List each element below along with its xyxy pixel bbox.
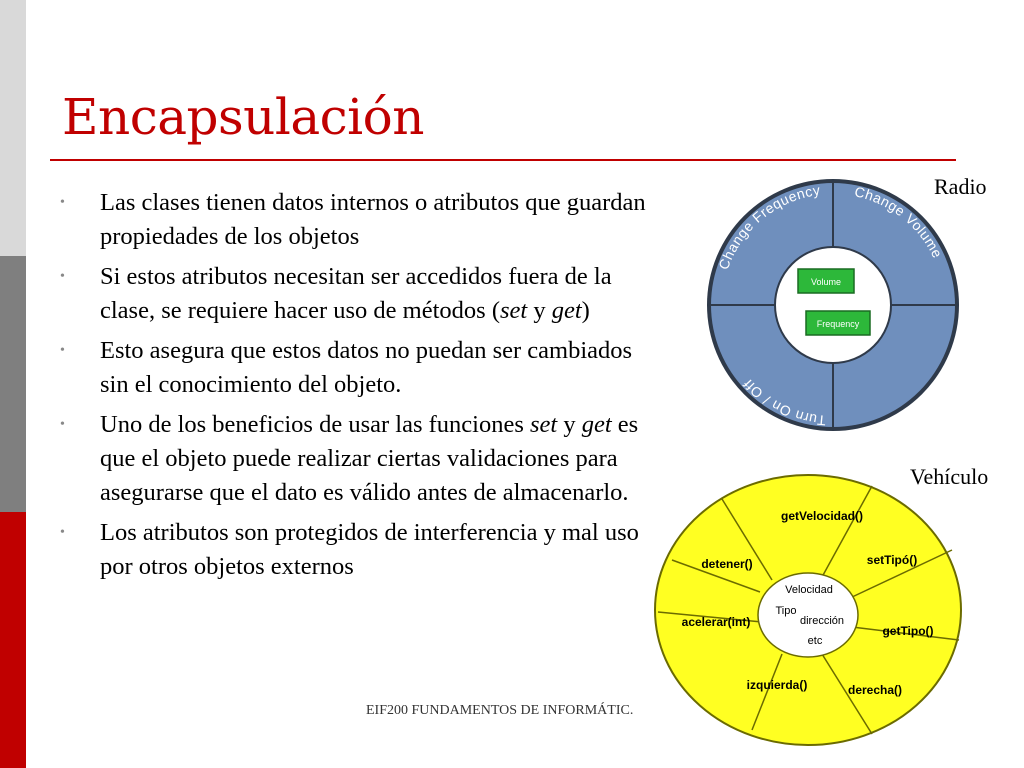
radio-center [775,247,891,363]
bullet-item: • Esto asegura que estos datos no puedan ser cambiados sin el conocimiento del objeto. [60,334,660,402]
radio-method-change-frequency: Change Frequency [715,181,822,272]
vehicle-attribute: Velocidad [785,584,833,596]
bullet-item: • Las clases tienen datos internos o atributos que guardan propiedades de los objetos [60,186,660,254]
vehicle-attribute: Tipo [775,605,797,617]
vehicle-method: detener() [701,557,753,571]
vehicle-method: getVelocidad() [780,509,864,523]
vehicle-method: setTipó() [866,553,918,567]
radio-label: Radio [934,174,987,199]
vehicle-attribute: etc [807,635,823,647]
bullet-item: • Si estos atributos necesitan ser accedidos fuera de la clase, se requiere hacer uso de métodos (set y get) [60,260,660,328]
radio-method-turn-on-off: Turn On / Off [739,376,827,429]
side-bar-gray [0,256,26,512]
vehicle-attribute: dirección [799,615,845,627]
radio-attr-frequency: Frequency [816,319,860,329]
slide-title: Encapsulación [62,88,424,146]
bullet-list [60,186,660,590]
vehicle-method: acelerar(int) [681,615,751,629]
radio-diagram [700,172,966,438]
radio-attr-volume: Volume [810,277,842,287]
side-bar-light [0,0,26,256]
vehicle-label: Vehículo [910,464,989,489]
vehicle-method: izquierda() [746,678,808,692]
vehicle-method: derecha() [847,683,903,697]
footer-course: EIF200 FUNDAMENTOS DE INFORMÁTIC. [366,703,634,718]
bullet-item: • Los atributos son protegidos de interferencia y mal uso por otros objetos externos [60,516,660,584]
side-bar-red [0,512,26,768]
title-underline [50,159,956,161]
radio-method-change-volume: Change Volume [853,183,946,261]
bullet-item: • Uno de los beneficios de usar las funciones set y get es que el objeto puede realizar ciertas validaciones para asegurarse que el dato es válido antes de almacenarlo. [60,408,660,510]
vehicle-diagram [652,472,970,748]
vehicle-method: getTipo() [882,624,934,638]
